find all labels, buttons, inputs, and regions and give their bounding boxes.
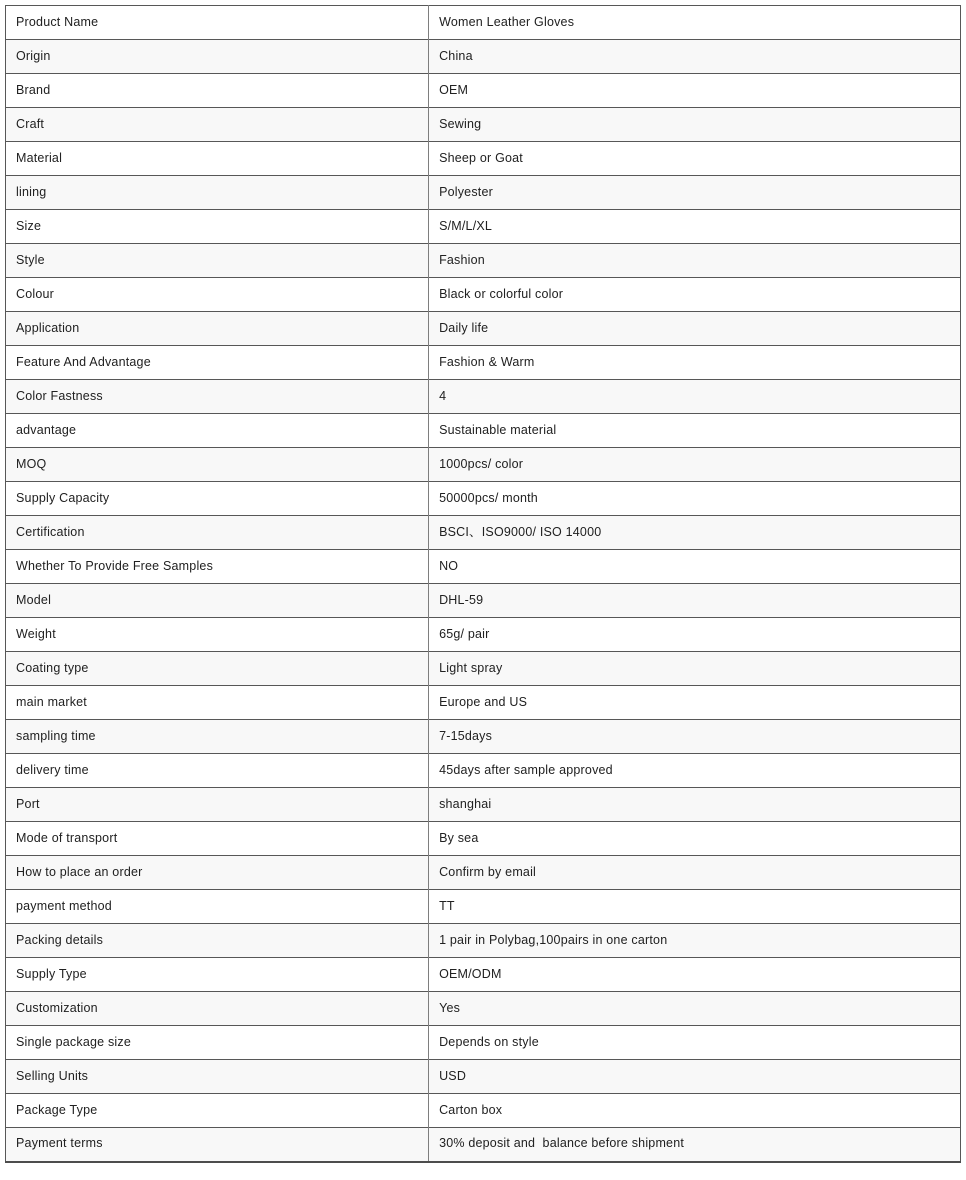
spec-label-cell: Application <box>6 312 429 346</box>
spec-label-cell: Port <box>6 788 429 822</box>
table-row <box>6 312 961 346</box>
spec-table-body <box>6 6 961 1162</box>
spec-label-cell: Origin <box>6 40 429 74</box>
spec-label-cell: Color Fastness <box>6 380 429 414</box>
table-row <box>6 6 961 40</box>
spec-value-cell: 4 <box>429 380 961 414</box>
table-row <box>6 1094 961 1128</box>
table-row <box>6 516 961 550</box>
table-row <box>6 924 961 958</box>
spec-label-cell: sampling time <box>6 720 429 754</box>
spec-value-cell: Depends on style <box>429 1026 961 1060</box>
spec-label-cell: advantage <box>6 414 429 448</box>
spec-label-cell: Brand <box>6 74 429 108</box>
table-row <box>6 176 961 210</box>
table-row <box>6 278 961 312</box>
table-row <box>6 244 961 278</box>
spec-value-cell: shanghai <box>429 788 961 822</box>
spec-value-cell: Sewing <box>429 108 961 142</box>
product-specification-table <box>5 5 961 1163</box>
spec-label-cell: Feature And Advantage <box>6 346 429 380</box>
table-row <box>6 1128 961 1162</box>
spec-value-cell: Fashion <box>429 244 961 278</box>
spec-value-cell: 50000pcs/ month <box>429 482 961 516</box>
table-row <box>6 346 961 380</box>
spec-value-cell: Europe and US <box>429 686 961 720</box>
spec-label-cell: Certification <box>6 516 429 550</box>
spec-label-cell: Craft <box>6 108 429 142</box>
table-row <box>6 414 961 448</box>
spec-value-cell: DHL-59 <box>429 584 961 618</box>
spec-label-cell: Model <box>6 584 429 618</box>
spec-label-cell: lining <box>6 176 429 210</box>
spec-value-cell: OEM/ODM <box>429 958 961 992</box>
spec-value-cell: S/M/L/XL <box>429 210 961 244</box>
spec-value-cell: Yes <box>429 992 961 1026</box>
spec-label-cell: Weight <box>6 618 429 652</box>
spec-value-cell: Sheep or Goat <box>429 142 961 176</box>
table-row <box>6 788 961 822</box>
spec-value-cell: 1 pair in Polybag,100pairs in one carton <box>429 924 961 958</box>
spec-label-cell: Colour <box>6 278 429 312</box>
spec-value-cell: 1000pcs/ color <box>429 448 961 482</box>
table-row <box>6 74 961 108</box>
table-row <box>6 210 961 244</box>
spec-label-cell: MOQ <box>6 448 429 482</box>
spec-value-cell: Sustainable material <box>429 414 961 448</box>
spec-value-cell: Polyester <box>429 176 961 210</box>
spec-value-cell: 30% deposit and balance before shipment <box>429 1128 961 1162</box>
spec-label-cell: Size <box>6 210 429 244</box>
spec-label-cell: Packing details <box>6 924 429 958</box>
table-row <box>6 584 961 618</box>
table-row <box>6 992 961 1026</box>
spec-label-cell: main market <box>6 686 429 720</box>
table-row <box>6 448 961 482</box>
spec-label-cell: Package Type <box>6 1094 429 1128</box>
spec-label-cell: How to place an order <box>6 856 429 890</box>
table-row <box>6 856 961 890</box>
table-row <box>6 754 961 788</box>
spec-value-cell: By sea <box>429 822 961 856</box>
spec-label-cell: payment method <box>6 890 429 924</box>
table-row <box>6 958 961 992</box>
spec-value-cell: OEM <box>429 74 961 108</box>
table-row <box>6 686 961 720</box>
table-row <box>6 142 961 176</box>
spec-value-cell: Daily life <box>429 312 961 346</box>
spec-value-cell: NO <box>429 550 961 584</box>
table-row <box>6 720 961 754</box>
spec-value-cell: TT <box>429 890 961 924</box>
table-row <box>6 380 961 414</box>
table-row <box>6 618 961 652</box>
spec-value-cell: 7-15days <box>429 720 961 754</box>
spec-label-cell: Supply Type <box>6 958 429 992</box>
spec-value-cell: USD <box>429 1060 961 1094</box>
table-row <box>6 652 961 686</box>
spec-label-cell: delivery time <box>6 754 429 788</box>
spec-label-cell: Coating type <box>6 652 429 686</box>
table-row <box>6 822 961 856</box>
spec-label-cell: Selling Units <box>6 1060 429 1094</box>
spec-label-cell: Style <box>6 244 429 278</box>
spec-label-cell: Whether To Provide Free Samples <box>6 550 429 584</box>
table-row <box>6 1060 961 1094</box>
spec-label-cell: Material <box>6 142 429 176</box>
spec-value-cell: Confirm by email <box>429 856 961 890</box>
spec-value-cell: 45days after sample approved <box>429 754 961 788</box>
spec-value-cell: Light spray <box>429 652 961 686</box>
table-row <box>6 550 961 584</box>
spec-value-cell: Carton box <box>429 1094 961 1128</box>
spec-value-cell: Women Leather Gloves <box>429 6 961 40</box>
spec-value-cell: Fashion & Warm <box>429 346 961 380</box>
table-row <box>6 1026 961 1060</box>
spec-label-cell: Single package size <box>6 1026 429 1060</box>
spec-label-cell: Supply Capacity <box>6 482 429 516</box>
spec-label-cell: Product Name <box>16 14 99 29</box>
spec-value-cell: 65g/ pair <box>429 618 961 652</box>
table-row <box>6 890 961 924</box>
table-row <box>6 40 961 74</box>
spec-value-cell: Black or colorful color <box>429 278 961 312</box>
spec-label-cell: Mode of transport <box>6 822 429 856</box>
spec-value-cell: BSCI、ISO9000/ ISO 14000 <box>429 516 961 550</box>
table-row <box>6 482 961 516</box>
spec-label-cell: Payment terms <box>6 1128 429 1162</box>
spec-label-cell: Customization <box>6 992 429 1026</box>
table-row <box>6 108 961 142</box>
spec-value-cell: China <box>429 40 961 74</box>
